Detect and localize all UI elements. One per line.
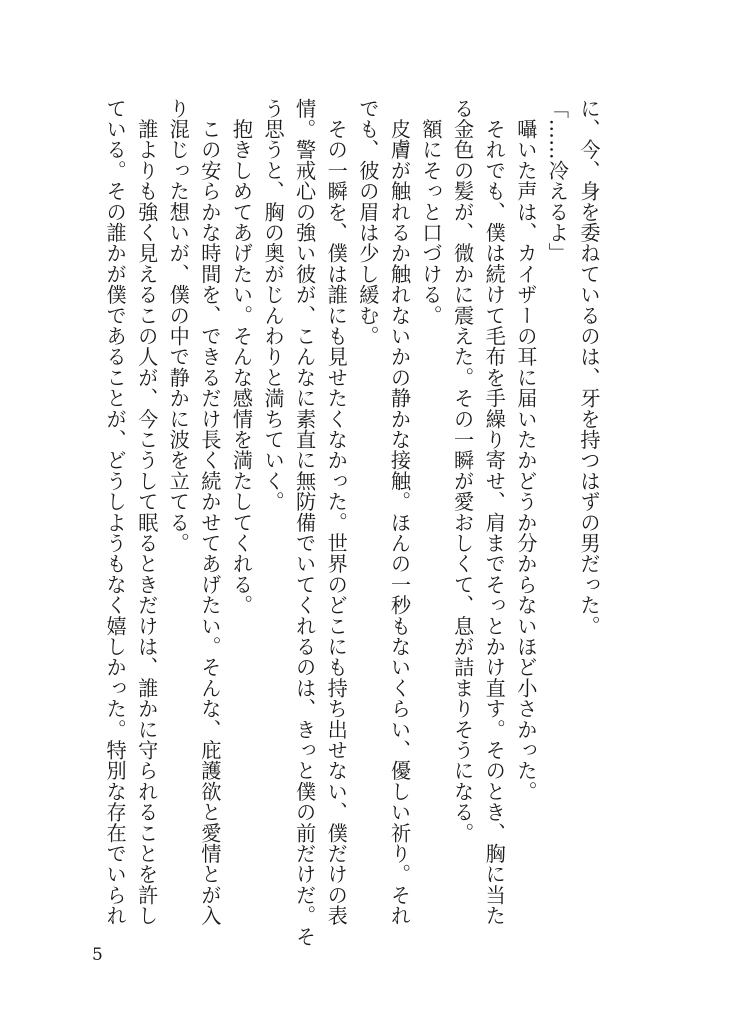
- text-line: 額にそっと口づける。: [419, 98, 444, 326]
- text-line: それでも、僕は続けて毛布を手繰り寄せ、肩までそっとかけ直す。そのとき、胸に当た: [482, 98, 507, 926]
- text-line: 抱きしめてあげたい。そんな感情を満たしてくれる。: [229, 98, 254, 616]
- text-line: 皮膚が触れるか触れないかの静かな接触。ほんの一秒もないくらい、優しい祈り。それ: [387, 98, 412, 926]
- text-line: 誰よりも強く見えるこの人が、今こうして眠るときだけは、誰かに守られることを許し: [134, 98, 159, 926]
- text-line: る金色の髪が、微かに震えた。その一瞬が愛おしくて、息が詰まりそうになる。: [450, 98, 475, 844]
- text-line: その一瞬を、僕は誰にも見せたくなかった。世界のどこにも持ち出せない、僕だけの表: [324, 98, 349, 926]
- text-line: り混じった想いが、僕の中で静かに波を立てる。: [166, 98, 191, 554]
- text-line: う思うと、胸の奥がじんわりと満ちていく。: [261, 98, 286, 512]
- text-line: ている。その誰かが僕であることが、どうしようもなく嬉しかった。特別な存在でいられ: [103, 98, 128, 926]
- text-line: に、今、身を委ねているのは、牙を持つはずの男だった。: [577, 98, 601, 637]
- text-line: でも、彼の眉は少し緩む。: [355, 98, 380, 347]
- text-line: この安らかな時間を、できるだけ長く続かせてあげたい。そんな、庇護欲と愛情とが入: [197, 98, 222, 926]
- text-line: 囁いた声は、カイザーの耳に届いたかどうか分からないほど小さかった。: [513, 98, 538, 802]
- text-line: 情。警戒心の強い彼が、こんなに素直に無防備でいてくれるのは、きっと僕の前だけだ。そ: [292, 98, 317, 947]
- text-line: 「……冷えるよ」: [545, 98, 570, 264]
- body-text: [99, 98, 605, 947]
- page-number: 5: [92, 945, 103, 965]
